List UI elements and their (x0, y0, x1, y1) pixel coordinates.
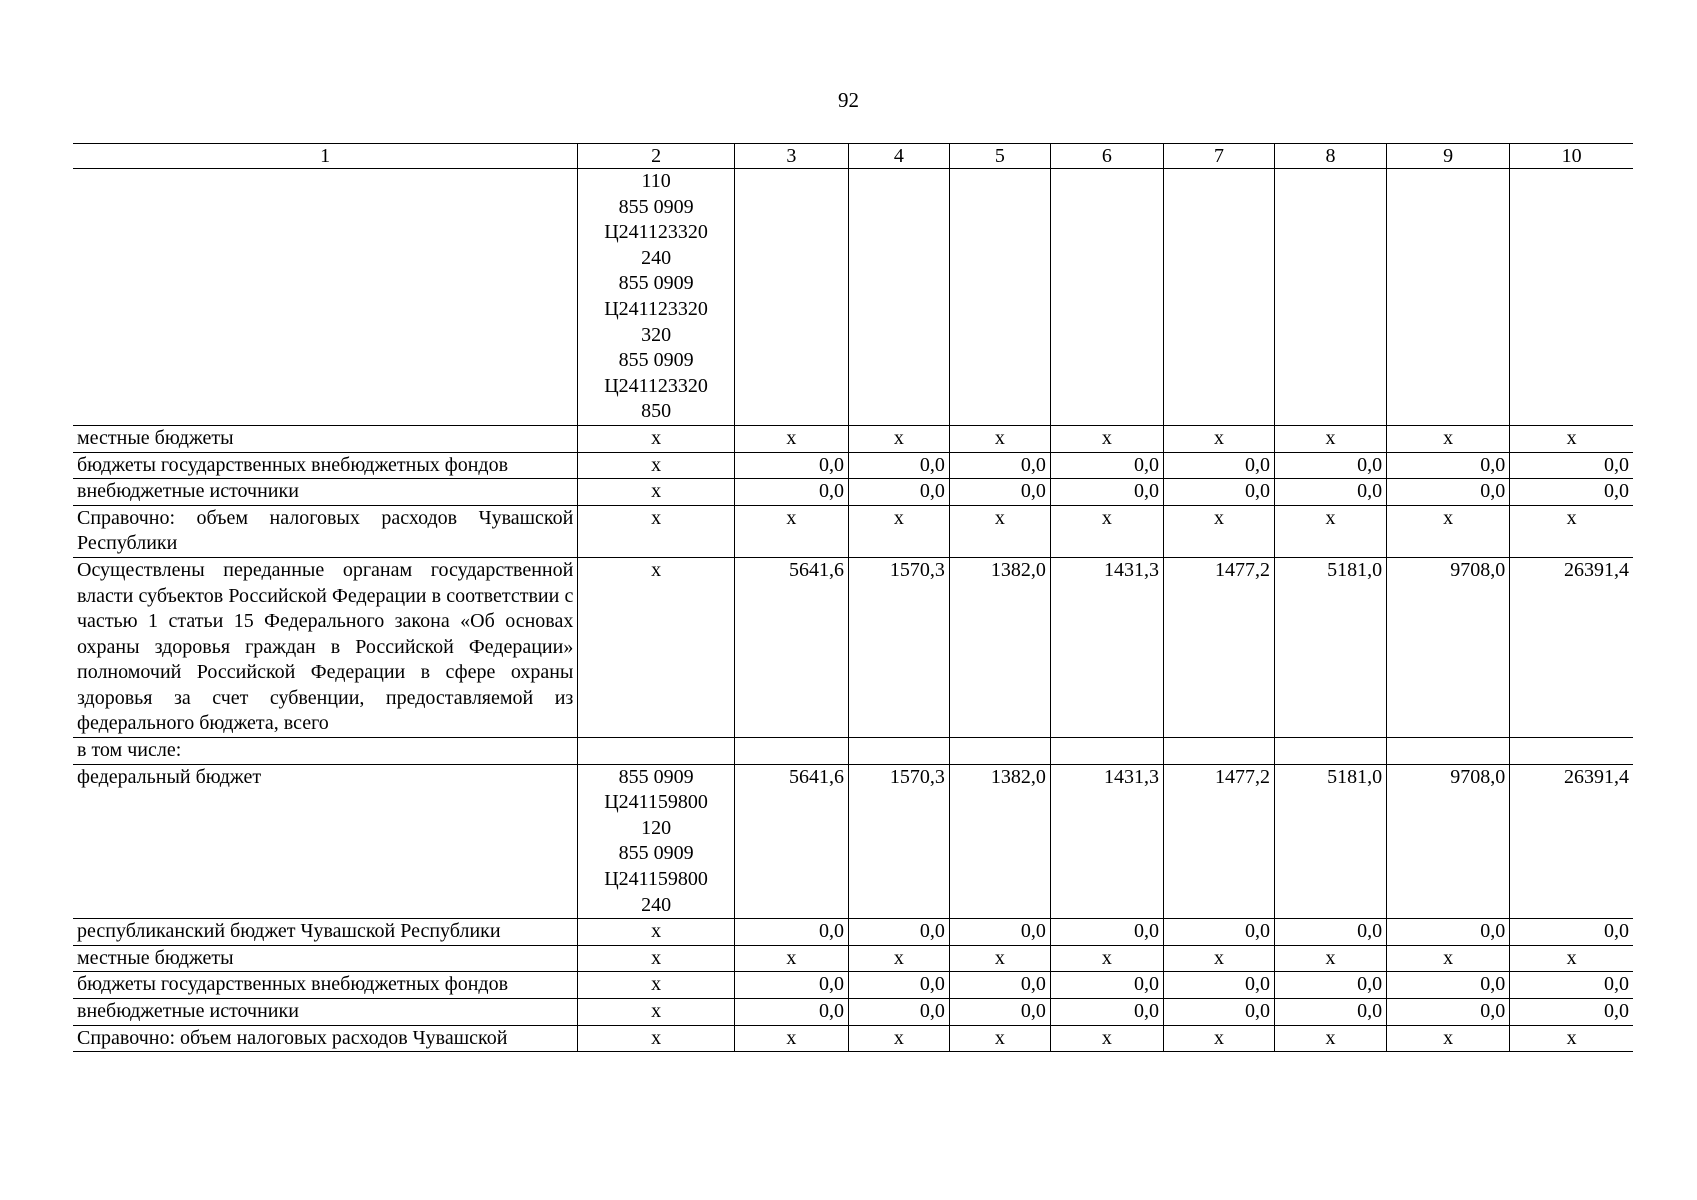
row-description: федеральный бюджет (73, 764, 578, 919)
value-cell: x (1275, 945, 1387, 972)
value-cell: 1477,2 (1163, 764, 1274, 919)
budget-code-cell: x (578, 945, 735, 972)
row-description: местные бюджеты (73, 945, 578, 972)
value-cell: 0,0 (1387, 972, 1510, 999)
value-cell: x (848, 505, 949, 557)
value-cell: 0,0 (1050, 919, 1163, 946)
value-cell: 1431,3 (1050, 764, 1163, 919)
row-description: внебюджетные источники (73, 999, 578, 1026)
table-header-row (73, 144, 1633, 169)
value-cell (949, 738, 1050, 765)
column-number-2: 2 (578, 144, 735, 169)
table-row (73, 1025, 1633, 1052)
value-cell: x (734, 425, 848, 452)
row-description: в том числе: (73, 738, 578, 765)
column-number-9: 9 (1387, 144, 1510, 169)
budget-code-cell: x (578, 999, 735, 1026)
value-cell: 0,0 (848, 999, 949, 1026)
value-cell: x (1275, 505, 1387, 557)
row-description: Осуществлены переданные органам государственной власти субъектов Российской Федерации в соответствии с частью 1 статьи 15 Федерального закона «Об основах охраны здоровья граждан в Российской Федерации» полномочий Российской Федерации в сфере охраны здоровья за счет субвенции, предоставляемой из федерального бюджета, всего (73, 557, 578, 737)
row-description: республиканский бюджет Чувашской Республики (73, 919, 578, 946)
column-number-1: 1 (73, 144, 578, 169)
value-cell: 1382,0 (949, 557, 1050, 737)
value-cell: x (1050, 1025, 1163, 1052)
value-cell: x (949, 945, 1050, 972)
value-cell: 0,0 (1510, 972, 1633, 999)
value-cell (1387, 169, 1510, 426)
value-cell: x (734, 505, 848, 557)
table-row (73, 479, 1633, 506)
value-cell: x (848, 1025, 949, 1052)
value-cell: x (1510, 1025, 1633, 1052)
value-cell (1163, 169, 1274, 426)
table-row (73, 972, 1633, 999)
value-cell: 0,0 (1387, 479, 1510, 506)
row-description (73, 169, 578, 426)
value-cell: x (1163, 945, 1274, 972)
value-cell: 0,0 (1050, 972, 1163, 999)
value-cell: 0,0 (1163, 452, 1274, 479)
row-description: бюджеты государственных внебюджетных фондов (73, 972, 578, 999)
value-cell: x (1050, 505, 1163, 557)
value-cell: x (1510, 505, 1633, 557)
value-cell: 0,0 (1387, 999, 1510, 1026)
row-description: Справочно: объем налоговых расходов Чувашской Республики (73, 505, 578, 557)
value-cell: 1477,2 (1163, 557, 1274, 737)
value-cell: 0,0 (1510, 999, 1633, 1026)
value-cell: x (1510, 945, 1633, 972)
value-cell: x (1163, 1025, 1274, 1052)
value-cell: 0,0 (1050, 452, 1163, 479)
value-cell: 0,0 (1510, 452, 1633, 479)
value-cell: 5641,6 (734, 764, 848, 919)
value-cell: x (1050, 945, 1163, 972)
value-cell: 0,0 (734, 972, 848, 999)
value-cell: x (1050, 425, 1163, 452)
column-number-8: 8 (1275, 144, 1387, 169)
budget-code-cell: x (578, 557, 735, 737)
value-cell (1050, 738, 1163, 765)
value-cell (734, 169, 848, 426)
budget-code-cell: x (578, 972, 735, 999)
value-cell: 0,0 (1163, 479, 1274, 506)
value-cell: x (1163, 505, 1274, 557)
value-cell: 0,0 (1163, 919, 1274, 946)
value-cell: 0,0 (1510, 919, 1633, 946)
value-cell: x (1275, 1025, 1387, 1052)
value-cell: x (1387, 425, 1510, 452)
value-cell: 0,0 (1387, 452, 1510, 479)
value-cell: x (734, 1025, 848, 1052)
row-description: бюджеты государственных внебюджетных фондов (73, 452, 578, 479)
value-cell: x (1510, 425, 1633, 452)
value-cell (1275, 169, 1387, 426)
value-cell: 9708,0 (1387, 764, 1510, 919)
value-cell: 0,0 (734, 999, 848, 1026)
value-cell: x (848, 945, 949, 972)
budget-code-cell: 110 855 0909 Ц241123320 240 855 0909 Ц241123320 320 855 0909 Ц241123320 850 (578, 169, 735, 426)
value-cell: 9708,0 (1387, 557, 1510, 737)
budget-code-cell: x (578, 919, 735, 946)
value-cell: 0,0 (734, 452, 848, 479)
value-cell: 0,0 (949, 452, 1050, 479)
value-cell: 1570,3 (848, 557, 949, 737)
value-cell (1510, 738, 1633, 765)
value-cell (848, 738, 949, 765)
column-number-3: 3 (734, 144, 848, 169)
value-cell: 1570,3 (848, 764, 949, 919)
column-number-5: 5 (949, 144, 1050, 169)
value-cell: 0,0 (949, 999, 1050, 1026)
value-cell (848, 169, 949, 426)
value-cell: 1431,3 (1050, 557, 1163, 737)
value-cell: 0,0 (1510, 479, 1633, 506)
value-cell (1387, 738, 1510, 765)
value-cell: 0,0 (734, 919, 848, 946)
column-number-4: 4 (848, 144, 949, 169)
table-row (73, 557, 1633, 737)
value-cell: 0,0 (1275, 919, 1387, 946)
row-description: внебюджетные источники (73, 479, 578, 506)
value-cell: 0,0 (1163, 972, 1274, 999)
budget-code-cell: x (578, 425, 735, 452)
row-description: Справочно: объем налоговых расходов Чувашской (73, 1025, 578, 1052)
value-cell: 0,0 (848, 452, 949, 479)
value-cell: x (1387, 505, 1510, 557)
value-cell: x (1387, 1025, 1510, 1052)
budget-code-cell: x (578, 505, 735, 557)
table-row (73, 945, 1633, 972)
value-cell (1050, 169, 1163, 426)
value-cell: 0,0 (1050, 479, 1163, 506)
value-cell: 0,0 (1275, 999, 1387, 1026)
value-cell: 5181,0 (1275, 764, 1387, 919)
value-cell: x (949, 1025, 1050, 1052)
column-number-6: 6 (1050, 144, 1163, 169)
value-cell: 0,0 (1050, 999, 1163, 1026)
table-row (73, 999, 1633, 1026)
table-row (73, 169, 1633, 426)
value-cell: x (734, 945, 848, 972)
value-cell: 26391,4 (1510, 764, 1633, 919)
column-number-10: 10 (1510, 144, 1633, 169)
budget-code-cell: x (578, 479, 735, 506)
value-cell (1275, 738, 1387, 765)
value-cell: 0,0 (949, 919, 1050, 946)
budget-code-cell: x (578, 1025, 735, 1052)
budget-code-cell: x (578, 452, 735, 479)
value-cell: x (949, 505, 1050, 557)
value-cell: x (848, 425, 949, 452)
value-cell: 5181,0 (1275, 557, 1387, 737)
value-cell: 0,0 (848, 479, 949, 506)
row-description: местные бюджеты (73, 425, 578, 452)
value-cell: x (1387, 945, 1510, 972)
table-row (73, 919, 1633, 946)
table-row (73, 738, 1633, 765)
value-cell (949, 169, 1050, 426)
value-cell: 1382,0 (949, 764, 1050, 919)
value-cell: 0,0 (1275, 479, 1387, 506)
value-cell: 0,0 (949, 479, 1050, 506)
value-cell: 0,0 (848, 919, 949, 946)
value-cell (734, 738, 848, 765)
page-number: 92 (838, 88, 859, 112)
value-cell (1510, 169, 1633, 426)
table-row (73, 505, 1633, 557)
budget-table (73, 143, 1633, 1052)
value-cell: 0,0 (1163, 999, 1274, 1026)
budget-code-cell (578, 738, 735, 765)
value-cell: 0,0 (734, 479, 848, 506)
value-cell: 0,0 (1275, 972, 1387, 999)
value-cell: x (1163, 425, 1274, 452)
value-cell: 0,0 (949, 972, 1050, 999)
value-cell: 5641,6 (734, 557, 848, 737)
value-cell (1163, 738, 1274, 765)
value-cell: x (949, 425, 1050, 452)
value-cell: 0,0 (1387, 919, 1510, 946)
value-cell: 0,0 (1275, 452, 1387, 479)
value-cell: x (1275, 425, 1387, 452)
value-cell: 0,0 (848, 972, 949, 999)
value-cell: 26391,4 (1510, 557, 1633, 737)
table-row (73, 764, 1633, 919)
table-row (73, 452, 1633, 479)
table-row (73, 425, 1633, 452)
column-number-7: 7 (1163, 144, 1274, 169)
budget-code-cell: 855 0909 Ц241159800 120 855 0909 Ц241159800 240 (578, 764, 735, 919)
